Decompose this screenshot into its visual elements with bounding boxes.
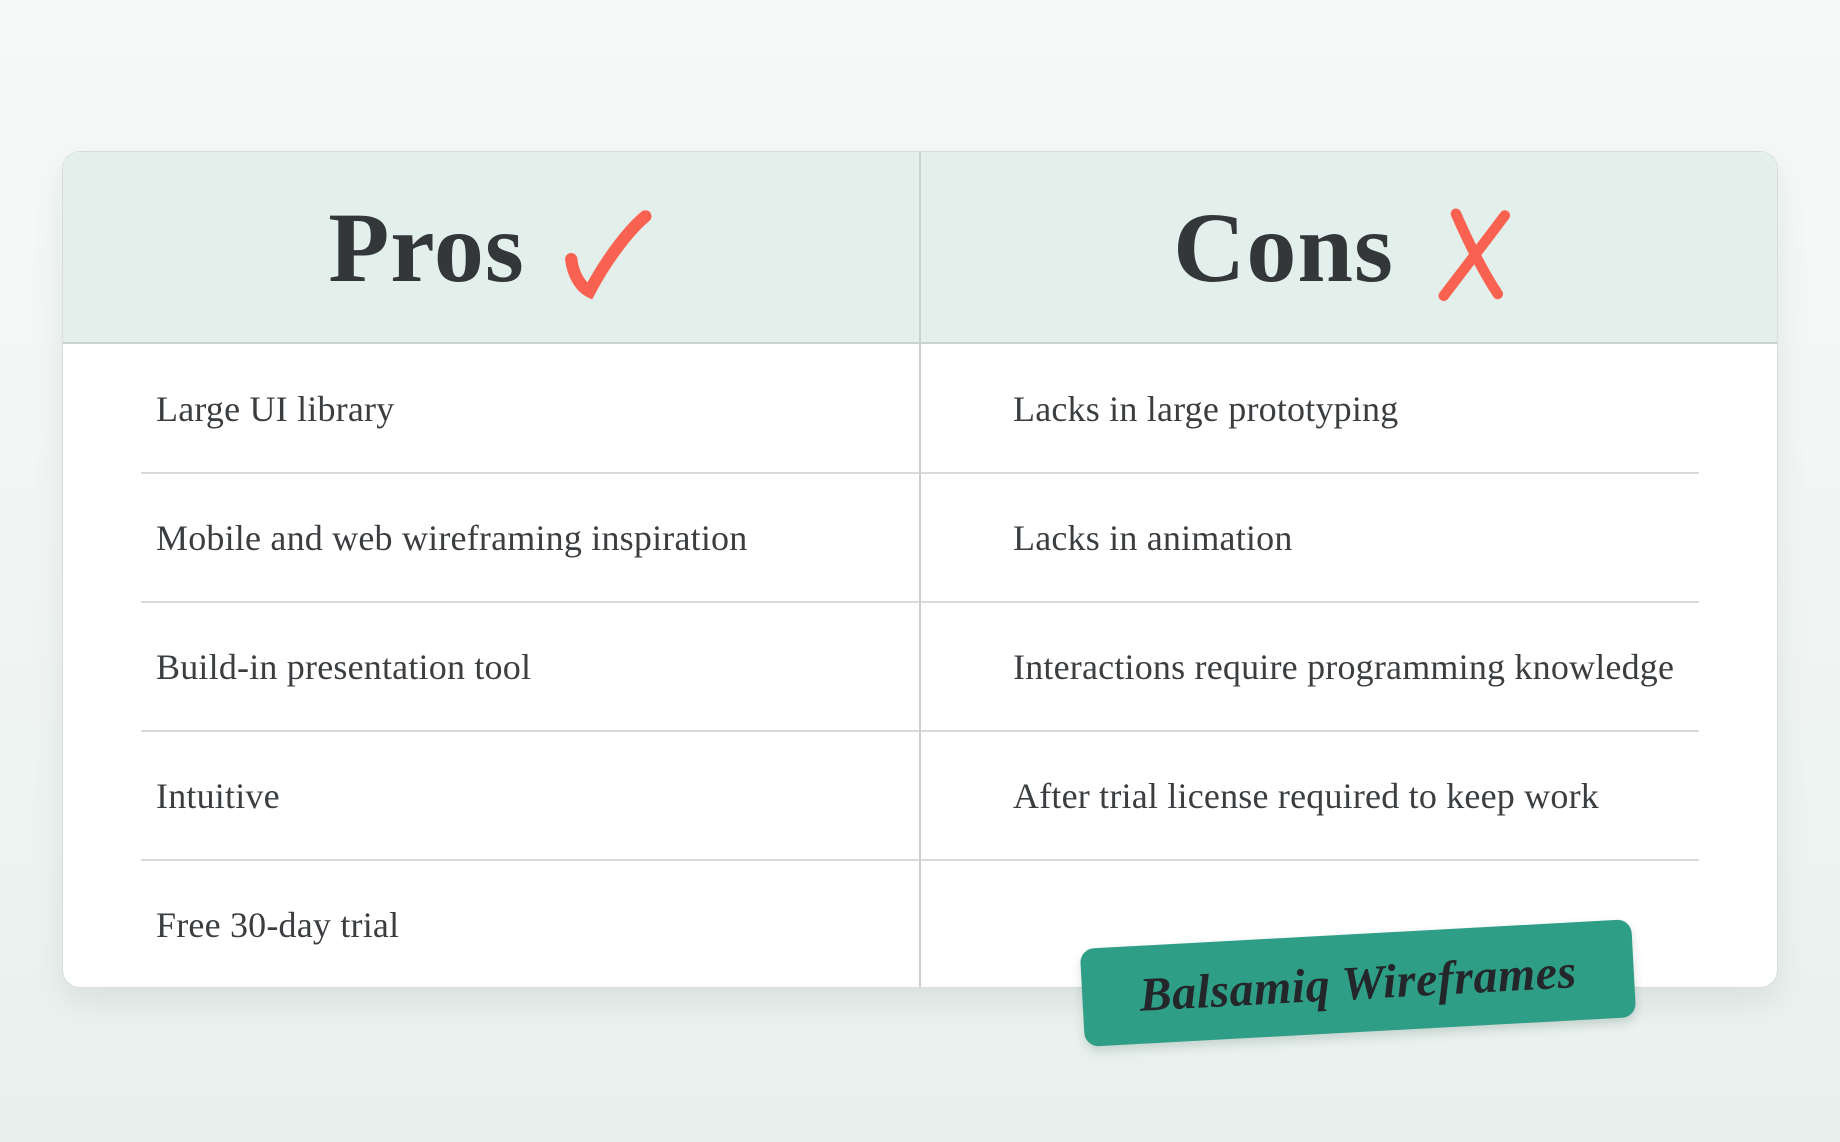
pros-cell: Large UI library (156, 388, 395, 429)
cons-header-label: Cons (1173, 191, 1394, 303)
cons-header (920, 152, 1777, 342)
column-divider (919, 152, 921, 987)
pros-header-label: Pros (328, 191, 525, 303)
pros-cons-table (62, 151, 1778, 988)
check-icon (559, 203, 655, 303)
pros-cell: Intuitive (156, 775, 280, 816)
pros-cell: Build-in presentation tool (156, 646, 532, 687)
pros-header (63, 152, 920, 342)
badge-label: Balsamiq Wireframes (1138, 944, 1578, 1022)
pros-cell: Mobile and web wireframing inspiration (156, 517, 748, 558)
x-icon (1428, 203, 1524, 303)
cons-cell: After trial license required to keep work (1013, 775, 1599, 816)
cons-cell: Interactions require programming knowledge (1013, 646, 1675, 687)
pros-cell: Free 30-day trial (156, 904, 400, 945)
cons-cell: Lacks in animation (1013, 517, 1293, 558)
cons-cell: Lacks in large prototyping (1013, 388, 1399, 429)
